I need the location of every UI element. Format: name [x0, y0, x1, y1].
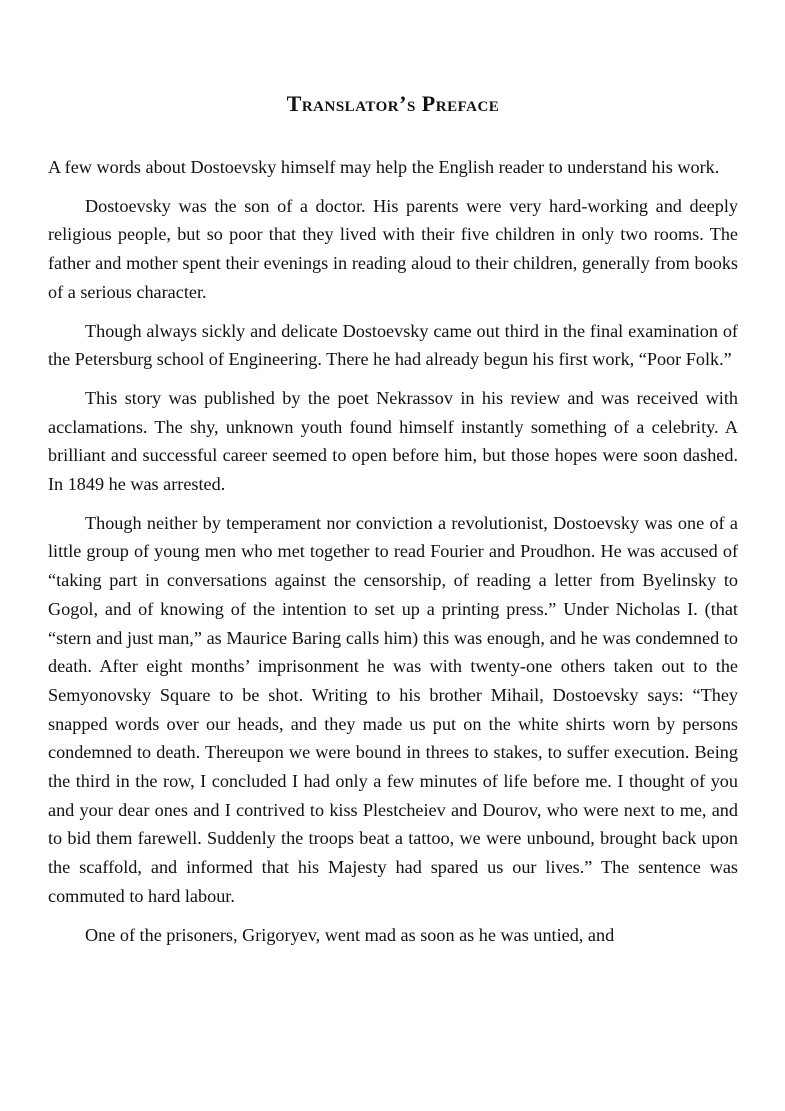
paragraph-first-work: This story was published by the poet Nekrassov in his review and was received with acclamations. The shy, unknown youth found himself instantly something of a celebrity. A brilliant and successful career seemed to open before him, but those hopes were soon dashed. In 1849 he was arrested. [48, 387, 738, 495]
paragraph-family: Dostoevsky was the son of a doctor. His parents were very hard-working and deeply religious people, but so poor that they lived with their five children in only two rooms. The father and mother spent their evenings in reading aloud to their children, generally from books of a serious character. [48, 195, 738, 302]
document-page [48, 88, 738, 959]
paragraph-arrest: Though neither by temperament nor conviction a revolutionist, Dostoevsky was one of a little group of young men who met together to read Fourier and Proudhon. He was accused of “taking part in conversations against the censorship, of reading a letter from Byelinsky to Gogol, and of knowing of the intention to set up a printing press.” Under Nicholas I. (that “stern and just man,” as Maurice Baring calls him) this was enough, and he was condemned to death. After eight months’ imprisonment he was with twenty-one others taken out to the Semyonovsky Square to be shot. Writing to his brother Mihail, Dostoevsky says: “They snapped words over our heads, and they made us put on the white shirts worn by persons condemned to death. Thereupon we were bound in threes to stakes, to suffer execution. Being the third in the row, I concluded I had only a few minutes of life before me. I thought of you and your dear ones and I contrived to kiss Plestcheiev and Dourov, who were next to me, and to bid them farewell. Suddenly the troops beat a tattoo, we were unbound, brought back upon the scaffold, and informed that his Majesty had spared us our lives.” The sentence was commuted to hard labour. [48, 512, 738, 906]
page-title: Translator’s Preface [286, 91, 500, 116]
paragraph-prisoners: One of the prisoners, Grigoryev, went mad as soon as he was untied, and [85, 924, 615, 945]
paragraph-intro: A few words about Dostoevsky himself may help the English reader to understand his work. [48, 157, 720, 177]
paragraph-education: Though always sickly and delicate Dostoevsky came out third in the final examination of the Petersburg school of Engineering. There he had already begun his first work, “Poor Folk.” [48, 320, 738, 370]
